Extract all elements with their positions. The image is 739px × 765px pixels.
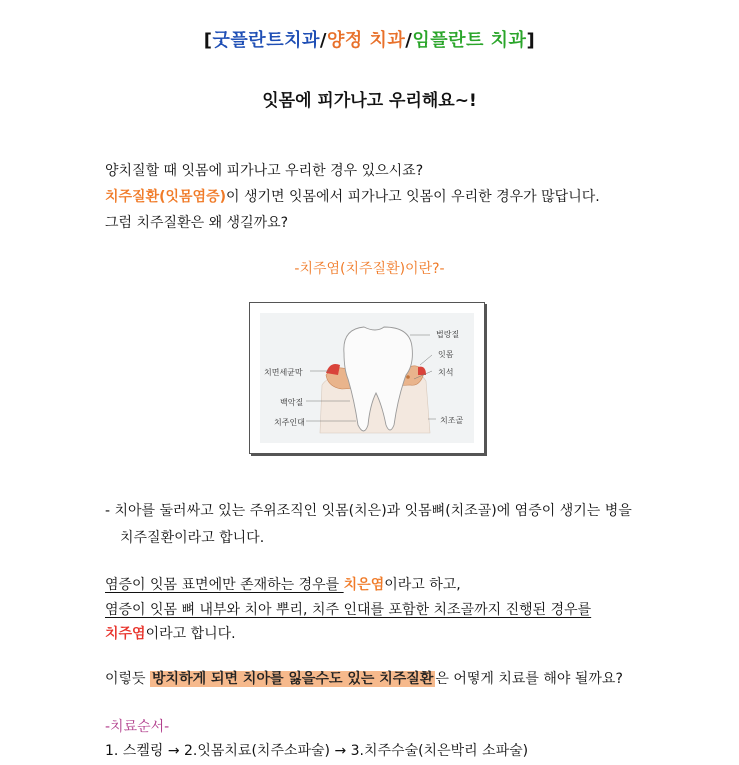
treatment-title: -치료순서- [105,719,170,735]
intro-line-1: 양치질할 때 잇몸에 피가나고 우리한 경우 있으시죠? [105,163,424,179]
intro-line-2 [105,186,600,206]
gingivitis-line [105,574,461,594]
question-prefix: 이렇듯 [105,671,151,687]
section-title: -치주염(치주질환)이란?- [294,261,445,277]
treatment-question [105,668,623,688]
label-cementum: 백악질 [280,398,304,407]
question-highlight: 방치하게 되면 치아를 잃을수도 있는 치주질환 [152,671,434,687]
gingivitis-text: 염증이 잇몸 표면에만 존재하는 경우를 [105,577,344,593]
tooth-diagram [249,302,485,454]
inflammation-right [418,367,426,375]
definition-line-2: 치주질환이라고 합니다. [120,530,265,546]
intro-line-2-text: 이 생기면 잇몸에서 피가나고 잇몸이 우리한 경우가 많답니다. [226,189,600,205]
intro-line-3: 그럼 치주질환은 왜 생길까요? [105,215,289,231]
label-gum: 잇몸 [438,350,454,359]
periodontitis-line-1: 염증이 잇몸 뼈 내부와 치아 뿌리, 치주 인대를 포함한 치조골까지 진행된 경우를 [105,602,592,618]
header-close-bracket: ] [526,30,536,51]
question-suffix: 은 어떻게 치료를 해야 될까요? [435,671,623,687]
page-title: 잇몸에 피가나고 우리해요~! [262,91,477,111]
label-enamel: 법랑질 [436,330,460,339]
label-bone: 치조골 [440,416,464,425]
diagram-background [260,313,474,443]
gingivitis-suffix: 이라고 하고, [384,577,461,593]
header-clinic-name-3: 임플란트 치과 [412,30,527,51]
header-clinic-name-1: 굿플란트치과 [212,30,320,51]
label-calculus: 치석 [438,368,454,377]
periodontitis-term: 치주염 [105,626,146,642]
gingivitis-term: 치은염 [343,577,385,593]
header-open-bracket: [ [203,30,213,51]
header-separator: / [319,30,327,51]
label-plaque: 치면세균막 [264,368,303,377]
header-separator: / [405,30,413,51]
clinic-header [0,26,739,52]
periodontitis-suffix: 이라고 합니다. [145,626,236,642]
periodontitis-line-2 [105,623,236,643]
intro-highlight-term: 치주질환(잇몸염증) [105,189,226,205]
header-clinic-name-2: 양정 치과 [326,30,406,51]
label-ligament: 치주인대 [274,418,305,427]
definition-line-1: - 치아를 둘러싸고 있는 주위조직인 잇몸(치은)과 잇몸뼈(치조골)에 염증이 생기는 병을 [105,503,632,519]
treatment-steps: 1. 스켈링 → 2.잇몸치료(치주소파술) → 3.치주수술(치은박리 소파술) [105,743,529,759]
